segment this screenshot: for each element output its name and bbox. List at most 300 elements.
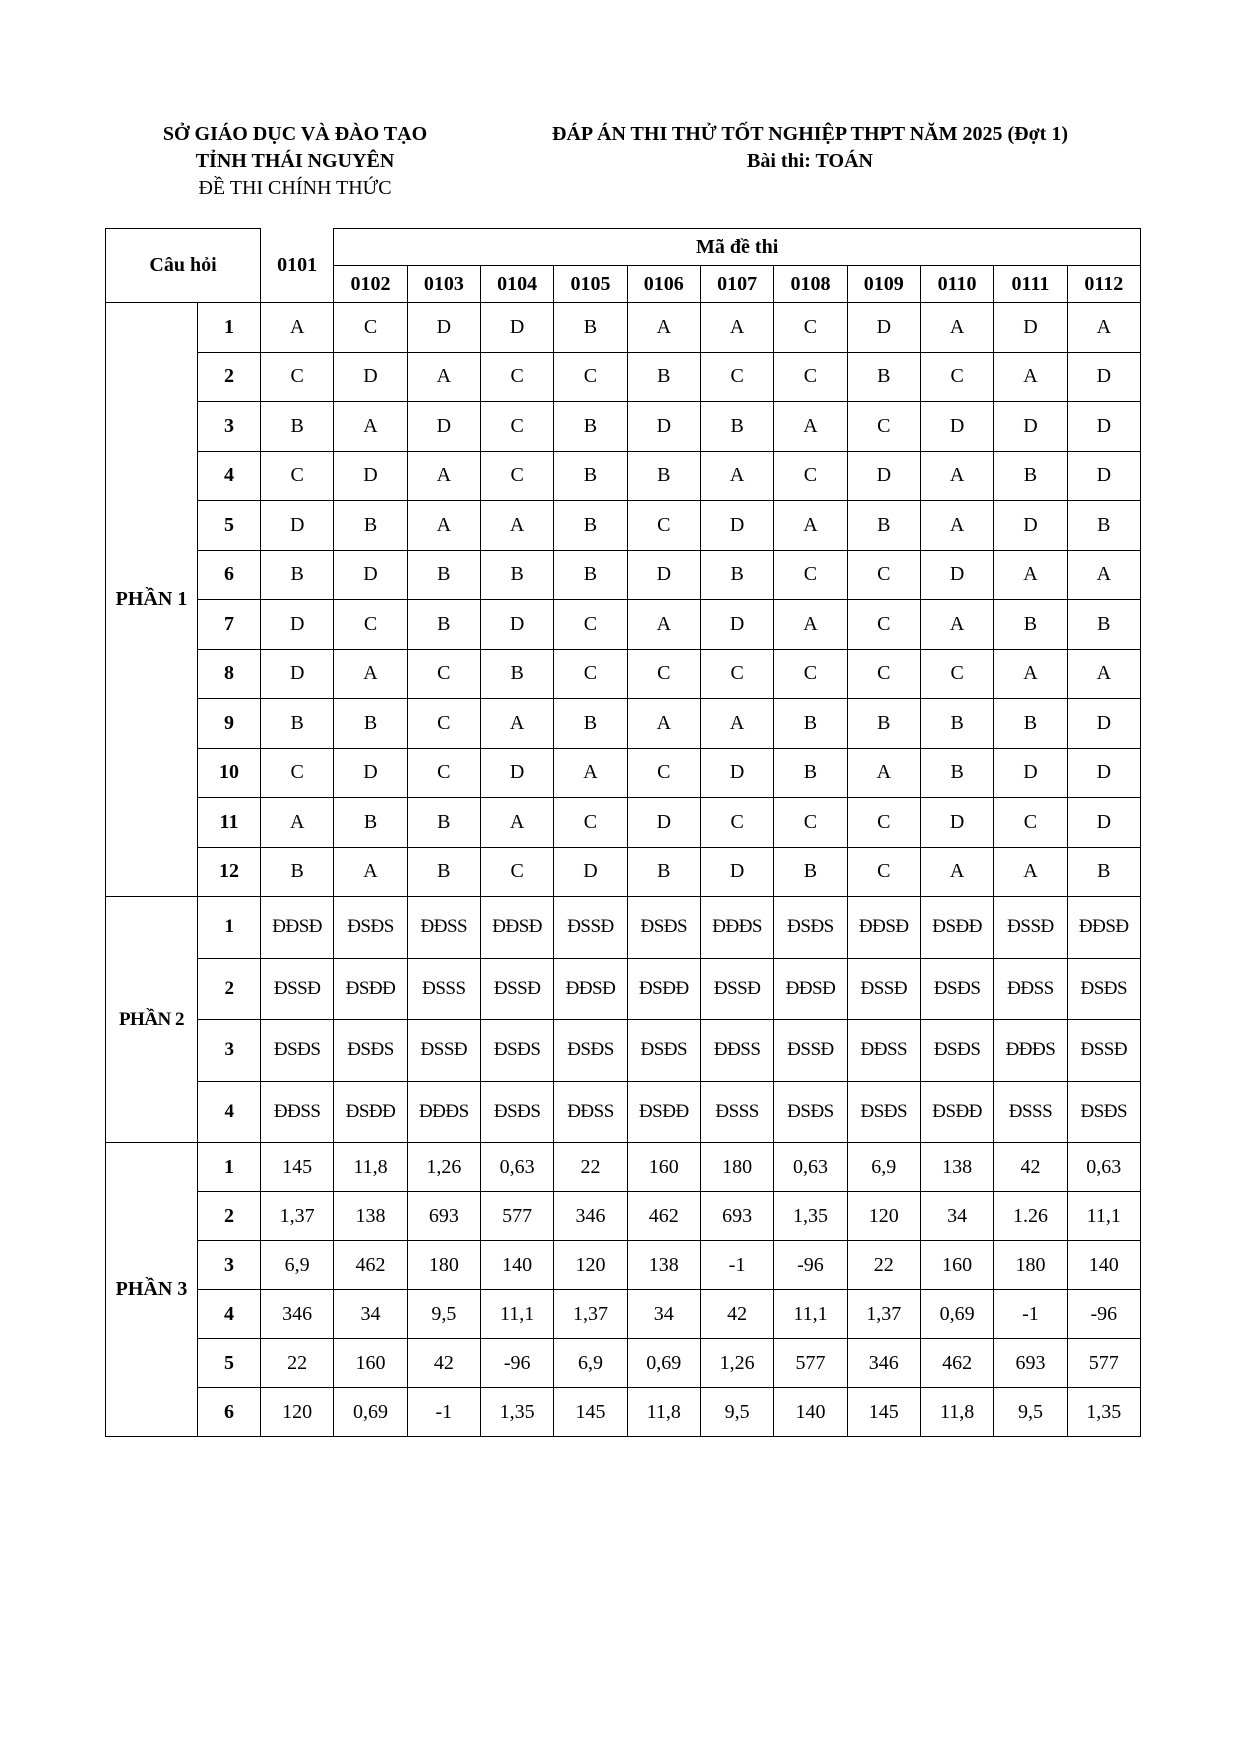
answer-cell: B <box>554 501 627 551</box>
answer-cell: ĐĐSS <box>554 1081 627 1143</box>
answer-cell: D <box>1067 748 1140 798</box>
answer-cell: C <box>847 550 920 600</box>
question-number: 3 <box>198 1241 261 1290</box>
answer-cell: C <box>261 352 334 402</box>
answer-cell: C <box>627 649 700 699</box>
answer-cell: 120 <box>554 1241 627 1290</box>
exam-code-0109: 0109 <box>847 266 920 303</box>
answer-cell: 11,1 <box>480 1290 553 1339</box>
answer-cell: A <box>1067 649 1140 699</box>
question-number: 3 <box>198 1020 261 1082</box>
answer-cell: D <box>700 847 773 897</box>
answer-cell: D <box>1067 699 1140 749</box>
answer-cell: A <box>920 600 993 650</box>
table-header-row <box>106 229 1141 266</box>
answer-cell: ĐSĐS <box>334 1020 407 1082</box>
answer-cell: D <box>847 303 920 353</box>
answer-cell: ĐSĐĐ <box>920 1081 993 1143</box>
table-row <box>106 649 1141 699</box>
answer-cell: ĐSSĐ <box>1067 1020 1140 1082</box>
answer-cell: A <box>774 600 847 650</box>
answer-cell: ĐSĐS <box>1067 1081 1140 1143</box>
answer-cell: A <box>920 501 993 551</box>
answer-cell: 11,8 <box>920 1388 993 1437</box>
answer-cell: ĐĐĐS <box>994 1020 1067 1082</box>
answer-cell: D <box>480 600 553 650</box>
question-number: 6 <box>198 1388 261 1437</box>
answer-cell: B <box>554 699 627 749</box>
answer-cell: C <box>847 798 920 848</box>
answer-cell: ĐSSS <box>407 958 480 1020</box>
answer-cell: 1,37 <box>847 1290 920 1339</box>
answer-cell: D <box>1067 451 1140 501</box>
answer-cell: ĐSĐĐ <box>920 897 993 959</box>
answer-cell: A <box>700 451 773 501</box>
answer-cell: B <box>774 748 847 798</box>
answer-cell: 34 <box>627 1290 700 1339</box>
answer-cell: ĐSSĐ <box>554 897 627 959</box>
issuer-province: TỈNH THÁI NGUYÊN <box>195 150 395 172</box>
answer-cell: 462 <box>334 1241 407 1290</box>
answer-cell: C <box>480 847 553 897</box>
answer-cell: 1.26 <box>994 1192 1067 1241</box>
answer-cell: 693 <box>407 1192 480 1241</box>
answer-cell: 9,5 <box>407 1290 480 1339</box>
answer-cell: D <box>627 550 700 600</box>
answer-cell: B <box>774 847 847 897</box>
answer-cell: A <box>627 303 700 353</box>
answer-cell: 120 <box>261 1388 334 1437</box>
answer-cell: D <box>627 798 700 848</box>
answer-cell: 1,35 <box>480 1388 553 1437</box>
answer-cell: D <box>700 501 773 551</box>
question-number: 5 <box>198 501 261 551</box>
answer-cell: C <box>920 352 993 402</box>
exam-code-0107: 0107 <box>700 266 773 303</box>
answer-cell: B <box>920 748 993 798</box>
answer-cell: ĐĐSĐ <box>261 897 334 959</box>
answer-cell: C <box>774 798 847 848</box>
answer-cell: ĐĐSĐ <box>1067 897 1140 959</box>
answer-cell: 42 <box>700 1290 773 1339</box>
exam-code-header: Mã đề thi <box>334 229 1141 266</box>
answer-cell: B <box>407 600 480 650</box>
answer-cell: ĐSSĐ <box>407 1020 480 1082</box>
subject-label: Bài thi: TOÁN <box>747 150 873 172</box>
answer-cell: D <box>994 748 1067 798</box>
answer-cell: 1,37 <box>261 1192 334 1241</box>
table-row <box>106 1388 1141 1437</box>
table-row <box>106 847 1141 897</box>
answer-cell: B <box>261 699 334 749</box>
answer-cell: C <box>480 402 553 452</box>
answer-cell: D <box>334 748 407 798</box>
answer-cell: C <box>480 352 553 402</box>
answer-cell: 22 <box>261 1339 334 1388</box>
answer-cell: 180 <box>700 1143 773 1192</box>
answer-cell: B <box>480 550 553 600</box>
document-title: ĐÁP ÁN THI THỬ TỐT NGHIỆP THPT NĂM 2025 (Đợt 1) <box>552 123 1068 145</box>
answer-cell: ĐĐSS <box>994 958 1067 1020</box>
answer-cell: C <box>554 352 627 402</box>
table-row <box>106 1143 1141 1192</box>
answer-cell: D <box>480 748 553 798</box>
answer-cell: B <box>407 847 480 897</box>
answer-cell: A <box>627 699 700 749</box>
answer-cell: 145 <box>847 1388 920 1437</box>
answer-cell: 138 <box>334 1192 407 1241</box>
table-row <box>106 402 1141 452</box>
exam-code-0112: 0112 <box>1067 266 1140 303</box>
answer-cell: 11,8 <box>334 1143 407 1192</box>
answer-cell: -1 <box>407 1388 480 1437</box>
answer-cell: D <box>261 600 334 650</box>
answer-cell: A <box>407 501 480 551</box>
answer-cell: 42 <box>994 1143 1067 1192</box>
answer-cell: ĐSĐS <box>847 1081 920 1143</box>
answer-cell: A <box>261 798 334 848</box>
answer-cell: ĐSĐĐ <box>334 958 407 1020</box>
answer-cell: ĐSĐS <box>627 897 700 959</box>
answer-key-table <box>105 228 1141 1437</box>
answer-cell: B <box>627 352 700 402</box>
answer-cell: -1 <box>994 1290 1067 1339</box>
answer-cell: ĐĐĐS <box>700 897 773 959</box>
answer-cell: A <box>261 303 334 353</box>
answer-cell: 138 <box>627 1241 700 1290</box>
answer-cell: ĐSĐĐ <box>627 1081 700 1143</box>
answer-cell: C <box>554 600 627 650</box>
answer-cell: C <box>700 649 773 699</box>
answer-cell: C <box>700 352 773 402</box>
answer-cell: A <box>627 600 700 650</box>
answer-cell: ĐSĐS <box>1067 958 1140 1020</box>
answer-cell: A <box>920 847 993 897</box>
answer-cell: ĐSĐĐ <box>627 958 700 1020</box>
answer-cell: 145 <box>554 1388 627 1437</box>
question-number: 2 <box>198 1192 261 1241</box>
answer-cell: C <box>774 303 847 353</box>
question-number: 2 <box>198 958 261 1020</box>
answer-cell: B <box>1067 501 1140 551</box>
answer-cell: A <box>1067 303 1140 353</box>
answer-cell: 0,63 <box>1067 1143 1140 1192</box>
table-row <box>106 451 1141 501</box>
answer-cell: ĐSSĐ <box>480 958 553 1020</box>
exam-code-0102: 0102 <box>334 266 407 303</box>
answer-cell: C <box>774 352 847 402</box>
answer-cell: A <box>994 847 1067 897</box>
answer-cell: D <box>334 352 407 402</box>
answer-cell: ĐĐSS <box>847 1020 920 1082</box>
answer-cell: A <box>480 501 553 551</box>
answer-cell: D <box>1067 798 1140 848</box>
answer-cell: A <box>700 303 773 353</box>
table-row <box>106 501 1141 551</box>
answer-cell: B <box>261 847 334 897</box>
table-row <box>106 1081 1141 1143</box>
question-number: 5 <box>198 1339 261 1388</box>
answer-cell: C <box>407 699 480 749</box>
answer-cell: ĐĐSS <box>261 1081 334 1143</box>
answer-cell: 180 <box>407 1241 480 1290</box>
answer-cell: B <box>334 798 407 848</box>
answer-cell: 346 <box>847 1339 920 1388</box>
answer-cell: B <box>407 798 480 848</box>
question-number: 6 <box>198 550 261 600</box>
answer-cell: B <box>334 501 407 551</box>
answer-cell: C <box>261 451 334 501</box>
answer-cell: 160 <box>920 1241 993 1290</box>
answer-cell: B <box>627 847 700 897</box>
answer-cell: 1,26 <box>407 1143 480 1192</box>
table-row <box>106 958 1141 1020</box>
question-number: 1 <box>198 303 261 353</box>
answer-cell: B <box>994 600 1067 650</box>
table-row <box>106 1020 1141 1082</box>
answer-cell: 180 <box>994 1241 1067 1290</box>
table-row <box>106 1192 1141 1241</box>
table-row <box>106 550 1141 600</box>
table-row <box>106 748 1141 798</box>
answer-cell: 34 <box>334 1290 407 1339</box>
answer-cell: 577 <box>774 1339 847 1388</box>
table-row <box>106 352 1141 402</box>
answer-cell: D <box>994 303 1067 353</box>
answer-cell: 9,5 <box>994 1388 1067 1437</box>
answer-cell: C <box>334 600 407 650</box>
answer-cell: D <box>847 451 920 501</box>
answer-cell: D <box>1067 402 1140 452</box>
answer-table-body <box>106 303 1141 1437</box>
answer-cell: C <box>407 649 480 699</box>
table-row <box>106 897 1141 959</box>
answer-cell: ĐSĐS <box>774 897 847 959</box>
answer-cell: 0,69 <box>334 1388 407 1437</box>
answer-cell: B <box>554 550 627 600</box>
answer-cell: D <box>700 600 773 650</box>
answer-cell: ĐSĐS <box>480 1020 553 1082</box>
answer-cell: A <box>847 748 920 798</box>
answer-cell: ĐSSS <box>994 1081 1067 1143</box>
question-number: 9 <box>198 699 261 749</box>
exam-code-0111: 0111 <box>994 266 1067 303</box>
answer-cell: B <box>700 402 773 452</box>
answer-cell: -96 <box>774 1241 847 1290</box>
answer-cell: B <box>847 352 920 402</box>
answer-cell: ĐSSĐ <box>847 958 920 1020</box>
answer-cell: D <box>627 402 700 452</box>
answer-cell: ĐSĐS <box>480 1081 553 1143</box>
answer-cell: B <box>847 501 920 551</box>
answer-cell: ĐSĐS <box>920 958 993 1020</box>
question-number: 1 <box>198 897 261 959</box>
answer-cell: D <box>920 798 993 848</box>
question-column-header: Câu hỏi <box>106 229 261 303</box>
answer-cell: C <box>407 748 480 798</box>
answer-cell: C <box>994 798 1067 848</box>
answer-cell: D <box>994 402 1067 452</box>
answer-cell: D <box>920 402 993 452</box>
answer-cell: ĐSĐS <box>334 897 407 959</box>
question-number: 4 <box>198 451 261 501</box>
answer-cell: D <box>334 451 407 501</box>
table-row <box>106 1290 1141 1339</box>
answer-cell: 693 <box>994 1339 1067 1388</box>
answer-cell: 6,9 <box>554 1339 627 1388</box>
question-number: 4 <box>198 1290 261 1339</box>
answer-cell: 22 <box>847 1241 920 1290</box>
answer-cell: B <box>1067 847 1140 897</box>
exam-code-0108: 0108 <box>774 266 847 303</box>
answer-cell: A <box>407 352 480 402</box>
answer-cell: 577 <box>480 1192 553 1241</box>
answer-cell: C <box>261 748 334 798</box>
answer-cell: A <box>334 649 407 699</box>
question-number: 1 <box>198 1143 261 1192</box>
answer-cell: 11,1 <box>1067 1192 1140 1241</box>
answer-cell: ĐSĐS <box>261 1020 334 1082</box>
answer-cell: ĐĐSS <box>407 897 480 959</box>
question-number: 7 <box>198 600 261 650</box>
answer-cell: B <box>480 649 553 699</box>
question-number: 12 <box>198 847 261 897</box>
answer-cell: ĐSĐĐ <box>334 1081 407 1143</box>
part-label: PHẦN 3 <box>106 1143 198 1437</box>
answer-cell: 34 <box>920 1192 993 1241</box>
answer-cell: ĐSSĐ <box>261 958 334 1020</box>
answer-cell: 6,9 <box>847 1143 920 1192</box>
answer-cell: ĐĐSĐ <box>774 958 847 1020</box>
answer-cell: D <box>554 847 627 897</box>
answer-cell: D <box>334 550 407 600</box>
answer-cell: C <box>554 798 627 848</box>
answer-cell: ĐSĐS <box>627 1020 700 1082</box>
answer-cell: D <box>407 303 480 353</box>
answer-cell: 693 <box>700 1192 773 1241</box>
answer-cell: B <box>554 402 627 452</box>
question-number: 4 <box>198 1081 261 1143</box>
answer-cell: A <box>1067 550 1140 600</box>
answer-cell: C <box>334 303 407 353</box>
exam-code-0105: 0105 <box>554 266 627 303</box>
answer-cell: A <box>700 699 773 749</box>
answer-cell: ĐSSĐ <box>994 897 1067 959</box>
answer-cell: 462 <box>627 1192 700 1241</box>
official-exam-label: ĐỀ THI CHÍNH THỨC <box>198 177 392 199</box>
answer-cell: A <box>480 798 553 848</box>
answer-cell: ĐSĐS <box>920 1020 993 1082</box>
answer-cell: D <box>480 303 553 353</box>
answer-cell: A <box>994 550 1067 600</box>
answer-cell: ĐSĐS <box>774 1081 847 1143</box>
answer-cell: C <box>847 649 920 699</box>
answer-cell: 346 <box>261 1290 334 1339</box>
answer-cell: D <box>261 649 334 699</box>
answer-cell: D <box>994 501 1067 551</box>
answer-cell: ĐSSĐ <box>774 1020 847 1082</box>
answer-cell: B <box>920 699 993 749</box>
exam-code-0110: 0110 <box>920 266 993 303</box>
answer-cell: ĐSSS <box>700 1081 773 1143</box>
answer-cell: D <box>920 550 993 600</box>
answer-cell: 140 <box>774 1388 847 1437</box>
question-number: 10 <box>198 748 261 798</box>
table-row <box>106 1241 1141 1290</box>
answer-cell: 140 <box>480 1241 553 1290</box>
answer-cell: ĐĐSĐ <box>554 958 627 1020</box>
part-label: PHẦN 1 <box>106 303 198 897</box>
answer-cell: ĐĐSĐ <box>847 897 920 959</box>
answer-cell: A <box>334 847 407 897</box>
exam-code-0101: 0101 <box>261 229 334 303</box>
question-number: 2 <box>198 352 261 402</box>
issuer-block <box>130 121 460 202</box>
answer-cell: A <box>480 699 553 749</box>
answer-cell: ĐĐĐS <box>407 1081 480 1143</box>
answer-cell: B <box>994 451 1067 501</box>
answer-cell: 140 <box>1067 1241 1140 1290</box>
answer-cell: A <box>407 451 480 501</box>
answer-cell: 145 <box>261 1143 334 1192</box>
answer-cell: 42 <box>407 1339 480 1388</box>
answer-cell: -96 <box>1067 1290 1140 1339</box>
answer-cell: 1,26 <box>700 1339 773 1388</box>
answer-cell: 160 <box>334 1339 407 1388</box>
answer-cell: 0,63 <box>480 1143 553 1192</box>
answer-cell: B <box>407 550 480 600</box>
answer-cell: D <box>261 501 334 551</box>
table-row <box>106 600 1141 650</box>
question-number: 8 <box>198 649 261 699</box>
answer-cell: A <box>920 451 993 501</box>
answer-cell: C <box>774 550 847 600</box>
exam-code-0103: 0103 <box>407 266 480 303</box>
exam-code-0106: 0106 <box>627 266 700 303</box>
answer-cell: 462 <box>920 1339 993 1388</box>
answer-cell: ĐSSĐ <box>700 958 773 1020</box>
answer-cell: C <box>847 402 920 452</box>
document-title-block <box>510 121 1110 175</box>
answer-cell: D <box>407 402 480 452</box>
answer-cell: 11,1 <box>774 1290 847 1339</box>
table-row <box>106 798 1141 848</box>
answer-cell: 0,63 <box>774 1143 847 1192</box>
answer-cell: 120 <box>847 1192 920 1241</box>
answer-cell: 1,35 <box>774 1192 847 1241</box>
answer-cell: B <box>774 699 847 749</box>
answer-cell: 160 <box>627 1143 700 1192</box>
answer-cell: C <box>627 748 700 798</box>
answer-cell: 346 <box>554 1192 627 1241</box>
answer-cell: C <box>700 798 773 848</box>
table-row <box>106 1339 1141 1388</box>
answer-cell: C <box>847 600 920 650</box>
answer-cell: B <box>700 550 773 600</box>
answer-cell: A <box>994 352 1067 402</box>
answer-cell: 0,69 <box>920 1290 993 1339</box>
answer-cell: A <box>334 402 407 452</box>
exam-code-0104: 0104 <box>480 266 553 303</box>
question-number: 11 <box>198 798 261 848</box>
answer-cell: C <box>774 649 847 699</box>
answer-cell: 577 <box>1067 1339 1140 1388</box>
answer-cell: C <box>554 649 627 699</box>
answer-cell: 138 <box>920 1143 993 1192</box>
answer-cell: 6,9 <box>261 1241 334 1290</box>
answer-cell: B <box>627 451 700 501</box>
answer-cell: C <box>627 501 700 551</box>
